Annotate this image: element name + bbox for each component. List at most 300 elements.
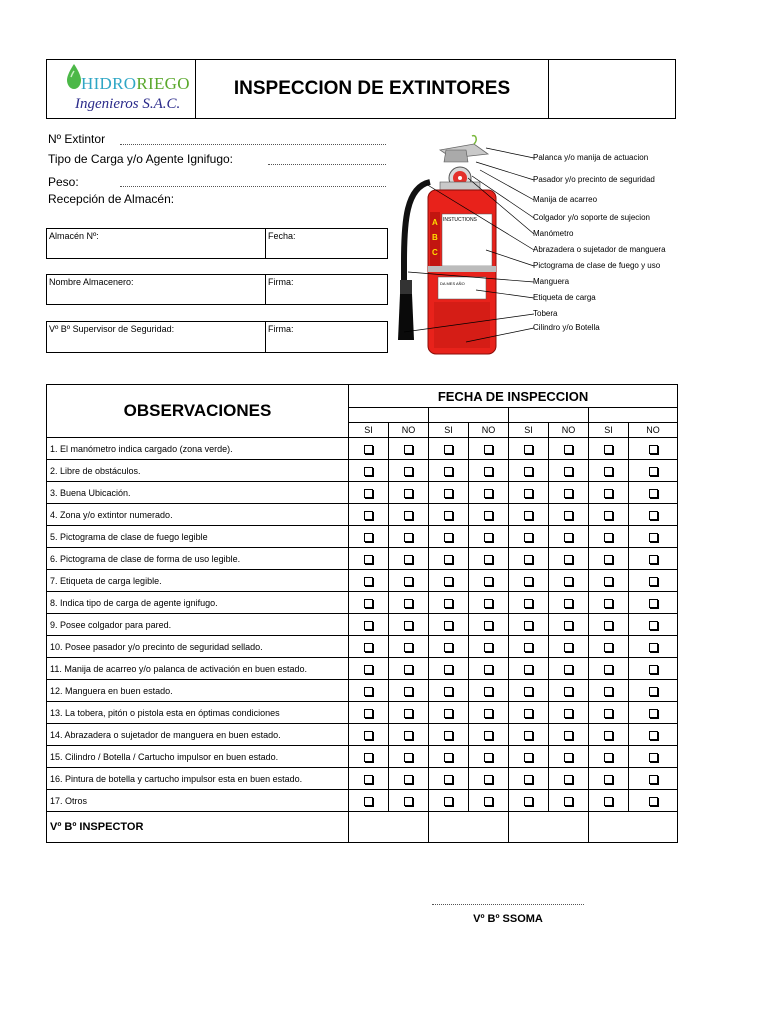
no-checkbox[interactable]	[649, 731, 658, 740]
logo-brand-a: HIDRO	[81, 74, 137, 93]
no-checkbox[interactable]	[484, 511, 493, 520]
no-checkbox[interactable]	[404, 687, 413, 696]
si-checkbox[interactable]	[444, 687, 453, 696]
peso-label: Peso:	[48, 175, 79, 189]
date-cell-2[interactable]	[429, 408, 509, 423]
no-checkbox[interactable]	[484, 797, 493, 806]
inspection-table	[46, 384, 678, 843]
checkbox-cell	[549, 482, 589, 504]
si-checkbox[interactable]	[444, 555, 453, 564]
si-checkbox[interactable]	[364, 467, 373, 476]
si-checkbox[interactable]	[364, 445, 373, 454]
checkbox-cell	[509, 746, 549, 768]
checkbox-cell	[629, 570, 678, 592]
no-checkbox[interactable]	[484, 599, 493, 608]
checkbox-cell	[549, 438, 589, 460]
checkbox-cell	[629, 680, 678, 702]
checkbox-cell	[349, 548, 389, 570]
checkbox-cell	[469, 438, 509, 460]
si-checkbox[interactable]	[604, 511, 613, 520]
checkbox-cell	[509, 614, 549, 636]
si-checkbox[interactable]	[524, 709, 533, 718]
checkbox-cell	[589, 592, 629, 614]
checkbox-cell	[629, 724, 678, 746]
si-checkbox[interactable]	[444, 511, 453, 520]
label-etiqueta: Etiqueta de carga	[533, 293, 596, 302]
checkbox-cell	[509, 570, 549, 592]
label-manometro: Manómetro	[533, 229, 574, 238]
no-checkbox[interactable]	[484, 555, 493, 564]
checkbox-cell	[589, 724, 629, 746]
si-checkbox[interactable]	[604, 489, 613, 498]
no-checkbox[interactable]	[649, 511, 658, 520]
item-text: 12. Manguera en buen estado.	[47, 680, 349, 702]
extintor-field[interactable]	[120, 144, 386, 145]
checkbox-cell	[589, 746, 629, 768]
no-checkbox[interactable]	[404, 621, 413, 630]
table-row	[47, 592, 678, 614]
no-checkbox[interactable]	[564, 599, 573, 608]
no-checkbox[interactable]	[404, 467, 413, 476]
no-checkbox[interactable]	[649, 555, 658, 564]
no-header: NO	[469, 423, 509, 438]
checkbox-cell	[549, 592, 589, 614]
checkbox-cell	[549, 548, 589, 570]
no-checkbox[interactable]	[404, 709, 413, 718]
no-checkbox[interactable]	[564, 533, 573, 542]
nombre-almacenero-label: Nombre Almacenero:	[49, 277, 134, 287]
label-manguera: Manguera	[533, 277, 570, 286]
si-checkbox[interactable]	[604, 643, 613, 652]
table-row	[47, 724, 678, 746]
checkbox-cell	[389, 768, 429, 790]
si-checkbox[interactable]	[364, 621, 373, 630]
item-text: 11. Manija de acarreo y/o palanca de activación en buen estado.	[47, 658, 349, 680]
si-checkbox[interactable]	[364, 731, 373, 740]
checkbox-cell	[629, 658, 678, 680]
si-checkbox[interactable]	[364, 643, 373, 652]
table-row	[47, 702, 678, 724]
no-checkbox[interactable]	[404, 665, 413, 674]
svg-text:INSTUCTIONS: INSTUCTIONS	[443, 217, 477, 223]
si-header: SI	[429, 423, 469, 438]
si-checkbox[interactable]	[364, 533, 373, 542]
no-checkbox[interactable]	[564, 621, 573, 630]
item-text: 8. Indica tipo de carga de agente ignifugo.	[47, 592, 349, 614]
peso-field[interactable]	[120, 186, 386, 187]
no-checkbox[interactable]	[649, 753, 658, 762]
si-checkbox[interactable]	[524, 555, 533, 564]
no-header: NO	[549, 423, 589, 438]
table-row	[47, 570, 678, 592]
checkbox-cell	[469, 614, 509, 636]
si-checkbox[interactable]	[364, 489, 373, 498]
checkbox-cell	[509, 790, 549, 812]
si-header: SI	[509, 423, 549, 438]
si-checkbox[interactable]	[604, 797, 613, 806]
si-checkbox[interactable]	[604, 775, 613, 784]
checkbox-cell	[629, 482, 678, 504]
divider	[265, 275, 266, 304]
si-checkbox[interactable]	[604, 731, 613, 740]
si-checkbox[interactable]	[524, 731, 533, 740]
no-checkbox[interactable]	[404, 775, 413, 784]
table-row	[47, 548, 678, 570]
checkbox-cell	[429, 570, 469, 592]
table-row	[47, 482, 678, 504]
inspector-signature-cell[interactable]	[509, 812, 589, 843]
si-checkbox[interactable]	[444, 577, 453, 586]
no-checkbox[interactable]	[484, 775, 493, 784]
no-checkbox[interactable]	[484, 577, 493, 586]
almacen-label: Almacén Nº:	[49, 231, 99, 241]
si-header: SI	[349, 423, 389, 438]
no-checkbox[interactable]	[484, 731, 493, 740]
no-checkbox[interactable]	[649, 665, 658, 674]
checkbox-cell	[349, 592, 389, 614]
checkbox-cell	[549, 702, 589, 724]
si-checkbox[interactable]	[604, 709, 613, 718]
si-checkbox[interactable]	[364, 775, 373, 784]
si-checkbox[interactable]	[524, 489, 533, 498]
checkbox-cell	[389, 504, 429, 526]
si-checkbox[interactable]	[524, 665, 533, 674]
si-checkbox[interactable]	[604, 621, 613, 630]
si-checkbox[interactable]	[364, 665, 373, 674]
no-checkbox[interactable]	[649, 643, 658, 652]
fecha-label: Fecha:	[268, 231, 296, 241]
item-text: 3. Buena Ubicación.	[47, 482, 349, 504]
checkbox-cell	[429, 746, 469, 768]
no-checkbox[interactable]	[484, 753, 493, 762]
inspector-signature-cell[interactable]	[589, 812, 678, 843]
svg-text:B: B	[432, 233, 438, 242]
si-checkbox[interactable]	[604, 665, 613, 674]
checkbox-cell	[349, 504, 389, 526]
logo-subtitle: Ingenieros S.A.C.	[75, 96, 181, 112]
no-checkbox[interactable]	[404, 753, 413, 762]
no-checkbox[interactable]	[404, 555, 413, 564]
checkbox-cell	[389, 548, 429, 570]
no-header: NO	[629, 423, 678, 438]
no-checkbox[interactable]	[404, 577, 413, 586]
si-checkbox[interactable]	[604, 555, 613, 564]
checkbox-cell	[549, 658, 589, 680]
si-checkbox[interactable]	[524, 577, 533, 586]
table-row	[47, 636, 678, 658]
item-text: 13. La tobera, pitón o pistola esta en óptimas condiciones	[47, 702, 349, 724]
divider	[265, 322, 266, 352]
no-checkbox[interactable]	[484, 489, 493, 498]
date-cell-1[interactable]	[349, 408, 429, 423]
label-palanca: Palanca y/o manija de actuacion	[533, 153, 649, 162]
checkbox-cell	[509, 724, 549, 746]
no-checkbox[interactable]	[564, 445, 573, 454]
item-text: 16. Pintura de botella y cartucho impulsor esta en buen estado.	[47, 768, 349, 790]
checkbox-cell	[469, 768, 509, 790]
si-checkbox[interactable]	[444, 599, 453, 608]
no-checkbox[interactable]	[564, 555, 573, 564]
supervisor-label: Vº Bº Supervisor de Seguridad:	[49, 324, 175, 334]
no-checkbox[interactable]	[564, 511, 573, 520]
almacen-box[interactable]	[46, 228, 388, 259]
si-checkbox[interactable]	[604, 467, 613, 476]
inspector-label: Vº Bº INSPECTOR	[47, 812, 349, 843]
si-checkbox[interactable]	[364, 511, 373, 520]
checkbox-cell	[509, 702, 549, 724]
si-checkbox[interactable]	[604, 599, 613, 608]
si-checkbox[interactable]	[444, 731, 453, 740]
checkbox-cell	[429, 482, 469, 504]
no-checkbox[interactable]	[564, 489, 573, 498]
no-checkbox[interactable]	[484, 621, 493, 630]
no-checkbox[interactable]	[649, 533, 658, 542]
si-checkbox[interactable]	[524, 775, 533, 784]
no-checkbox[interactable]	[564, 709, 573, 718]
no-checkbox[interactable]	[564, 775, 573, 784]
si-checkbox[interactable]	[444, 467, 453, 476]
svg-text:0: 0	[434, 356, 437, 361]
table-row	[47, 746, 678, 768]
checkbox-cell	[589, 680, 629, 702]
observaciones-header: OBSERVACIONES	[47, 385, 349, 438]
checkbox-cell	[589, 614, 629, 636]
checkbox-cell	[629, 636, 678, 658]
no-checkbox[interactable]	[564, 665, 573, 674]
checkbox-cell	[629, 438, 678, 460]
table-row	[47, 658, 678, 680]
checkbox-cell	[389, 570, 429, 592]
no-checkbox[interactable]	[404, 511, 413, 520]
checkbox-cell	[349, 438, 389, 460]
si-checkbox[interactable]	[444, 775, 453, 784]
ssoma-signature-line[interactable]	[432, 904, 584, 905]
no-checkbox[interactable]	[564, 467, 573, 476]
si-checkbox[interactable]	[524, 467, 533, 476]
si-checkbox[interactable]	[364, 709, 373, 718]
checkbox-cell	[549, 614, 589, 636]
no-checkbox[interactable]	[484, 687, 493, 696]
checkbox-cell	[589, 526, 629, 548]
si-checkbox[interactable]	[444, 621, 453, 630]
no-checkbox[interactable]	[649, 489, 658, 498]
no-checkbox[interactable]	[564, 577, 573, 586]
no-checkbox[interactable]	[404, 445, 413, 454]
checkbox-cell	[509, 680, 549, 702]
checkbox-cell	[629, 702, 678, 724]
si-checkbox[interactable]	[604, 753, 613, 762]
extintor-label: Nº Extintor	[48, 132, 106, 146]
si-checkbox[interactable]	[604, 445, 613, 454]
checkbox-cell	[629, 614, 678, 636]
si-checkbox[interactable]	[444, 489, 453, 498]
no-checkbox[interactable]	[404, 533, 413, 542]
checkbox-cell	[389, 592, 429, 614]
si-checkbox[interactable]	[364, 577, 373, 586]
svg-text:4: 4	[474, 356, 477, 361]
checkbox-cell	[509, 438, 549, 460]
checkbox-cell	[349, 636, 389, 658]
checkbox-cell	[629, 790, 678, 812]
no-checkbox[interactable]	[404, 731, 413, 740]
checkbox-cell	[469, 504, 509, 526]
fecha-inspeccion-header: FECHA DE INSPECCION	[349, 385, 678, 408]
svg-text:C: C	[432, 248, 438, 257]
date-cell-3[interactable]	[509, 408, 589, 423]
checkbox-cell	[589, 570, 629, 592]
no-checkbox[interactable]	[404, 599, 413, 608]
label-pasador: Pasador y/o precinto de seguridad	[533, 175, 655, 184]
no-checkbox[interactable]	[649, 621, 658, 630]
checkbox-cell	[429, 768, 469, 790]
si-checkbox[interactable]	[364, 599, 373, 608]
item-text: 5. Pictograma de clase de fuego legible	[47, 526, 349, 548]
checkbox-cell	[549, 636, 589, 658]
si-checkbox[interactable]	[444, 709, 453, 718]
checkbox-cell	[629, 592, 678, 614]
si-checkbox[interactable]	[604, 533, 613, 542]
svg-text:2: 2	[454, 356, 457, 361]
checkbox-cell	[589, 702, 629, 724]
table-row	[47, 438, 678, 460]
item-text: 14. Abrazadera o sujetador de manguera en buen estado.	[47, 724, 349, 746]
no-checkbox[interactable]	[649, 709, 658, 718]
si-checkbox[interactable]	[444, 753, 453, 762]
no-checkbox[interactable]	[484, 445, 493, 454]
checkbox-cell	[509, 526, 549, 548]
si-checkbox[interactable]	[604, 687, 613, 696]
checkbox-cell	[629, 746, 678, 768]
checkbox-cell	[389, 460, 429, 482]
si-checkbox[interactable]	[524, 621, 533, 630]
si-checkbox[interactable]	[444, 445, 453, 454]
label-tobera: Tobera	[533, 309, 558, 318]
inspector-signature-cell[interactable]	[349, 812, 429, 843]
no-checkbox[interactable]	[484, 665, 493, 674]
table-row	[47, 768, 678, 790]
table-row	[47, 504, 678, 526]
checkbox-cell	[389, 636, 429, 658]
no-checkbox[interactable]	[564, 753, 573, 762]
svg-text:3: 3	[464, 356, 467, 361]
almacenero-box[interactable]	[46, 274, 388, 305]
tipo-carga-label: Tipo de Carga y/o Agente Ignifugo:	[48, 152, 234, 166]
checkbox-cell	[389, 614, 429, 636]
checkbox-cell	[349, 460, 389, 482]
checkbox-cell	[589, 658, 629, 680]
checkbox-cell	[429, 680, 469, 702]
no-checkbox[interactable]	[404, 797, 413, 806]
inspector-signature-cell[interactable]	[429, 812, 509, 843]
checkbox-cell	[469, 482, 509, 504]
svg-text:DA MES AÑO: DA MES AÑO	[440, 281, 465, 286]
checkbox-cell	[389, 438, 429, 460]
no-checkbox[interactable]	[649, 467, 658, 476]
date-cell-4[interactable]	[589, 408, 678, 423]
no-checkbox[interactable]	[649, 445, 658, 454]
si-checkbox[interactable]	[524, 599, 533, 608]
si-checkbox[interactable]	[524, 533, 533, 542]
si-checkbox[interactable]	[524, 687, 533, 696]
no-checkbox[interactable]	[649, 687, 658, 696]
checkbox-cell	[509, 592, 549, 614]
tipo-carga-field[interactable]	[268, 164, 386, 165]
checkbox-cell	[389, 680, 429, 702]
no-checkbox[interactable]	[649, 599, 658, 608]
checkbox-cell	[469, 548, 509, 570]
no-checkbox[interactable]	[564, 797, 573, 806]
checkbox-cell	[429, 790, 469, 812]
si-checkbox[interactable]	[524, 511, 533, 520]
si-checkbox[interactable]	[524, 445, 533, 454]
label-manija: Manija de acarreo	[533, 195, 598, 204]
si-checkbox[interactable]	[364, 797, 373, 806]
no-checkbox[interactable]	[564, 731, 573, 740]
supervisor-box[interactable]	[46, 321, 388, 353]
checkbox-cell	[349, 482, 389, 504]
no-checkbox[interactable]	[404, 643, 413, 652]
checkbox-cell	[349, 768, 389, 790]
item-text: 15. Cilindro / Botella / Cartucho impulsor en buen estado.	[47, 746, 349, 768]
si-checkbox[interactable]	[524, 753, 533, 762]
item-text: 7. Etiqueta de carga legible.	[47, 570, 349, 592]
checkbox-cell	[549, 570, 589, 592]
si-checkbox[interactable]	[364, 687, 373, 696]
logo-cell	[47, 60, 196, 118]
si-checkbox[interactable]	[444, 665, 453, 674]
no-checkbox[interactable]	[649, 797, 658, 806]
no-checkbox[interactable]	[649, 577, 658, 586]
checkbox-cell	[429, 504, 469, 526]
checkbox-cell	[349, 614, 389, 636]
no-checkbox[interactable]	[564, 687, 573, 696]
checkbox-cell	[589, 438, 629, 460]
checkbox-cell	[349, 790, 389, 812]
table-row	[47, 526, 678, 548]
checkbox-cell	[549, 768, 589, 790]
checkbox-cell	[589, 790, 629, 812]
no-checkbox[interactable]	[484, 643, 493, 652]
checkbox-cell	[509, 504, 549, 526]
si-checkbox[interactable]	[524, 643, 533, 652]
si-checkbox[interactable]	[444, 533, 453, 542]
item-text: 10. Posee pasador y/o precinto de seguridad sellado.	[47, 636, 349, 658]
no-checkbox[interactable]	[484, 709, 493, 718]
checkbox-cell	[549, 746, 589, 768]
si-checkbox[interactable]	[444, 643, 453, 652]
no-checkbox[interactable]	[649, 775, 658, 784]
firma-supervisor-label: Firma:	[268, 324, 294, 334]
item-text: 6. Pictograma de clase de forma de uso legible.	[47, 548, 349, 570]
si-checkbox[interactable]	[364, 753, 373, 762]
logo-brand	[81, 74, 190, 94]
si-checkbox[interactable]	[524, 797, 533, 806]
table-row	[47, 614, 678, 636]
svg-text:A: A	[432, 218, 438, 227]
no-checkbox[interactable]	[564, 643, 573, 652]
checkbox-cell	[589, 548, 629, 570]
no-checkbox[interactable]	[484, 467, 493, 476]
si-header: SI	[589, 423, 629, 438]
checkbox-cell	[549, 790, 589, 812]
no-checkbox[interactable]	[404, 489, 413, 498]
checkbox-cell	[589, 636, 629, 658]
si-checkbox[interactable]	[604, 577, 613, 586]
si-checkbox[interactable]	[364, 555, 373, 564]
si-checkbox[interactable]	[444, 797, 453, 806]
no-checkbox[interactable]	[484, 533, 493, 542]
logo-brand-b: RIEGO	[136, 74, 190, 93]
